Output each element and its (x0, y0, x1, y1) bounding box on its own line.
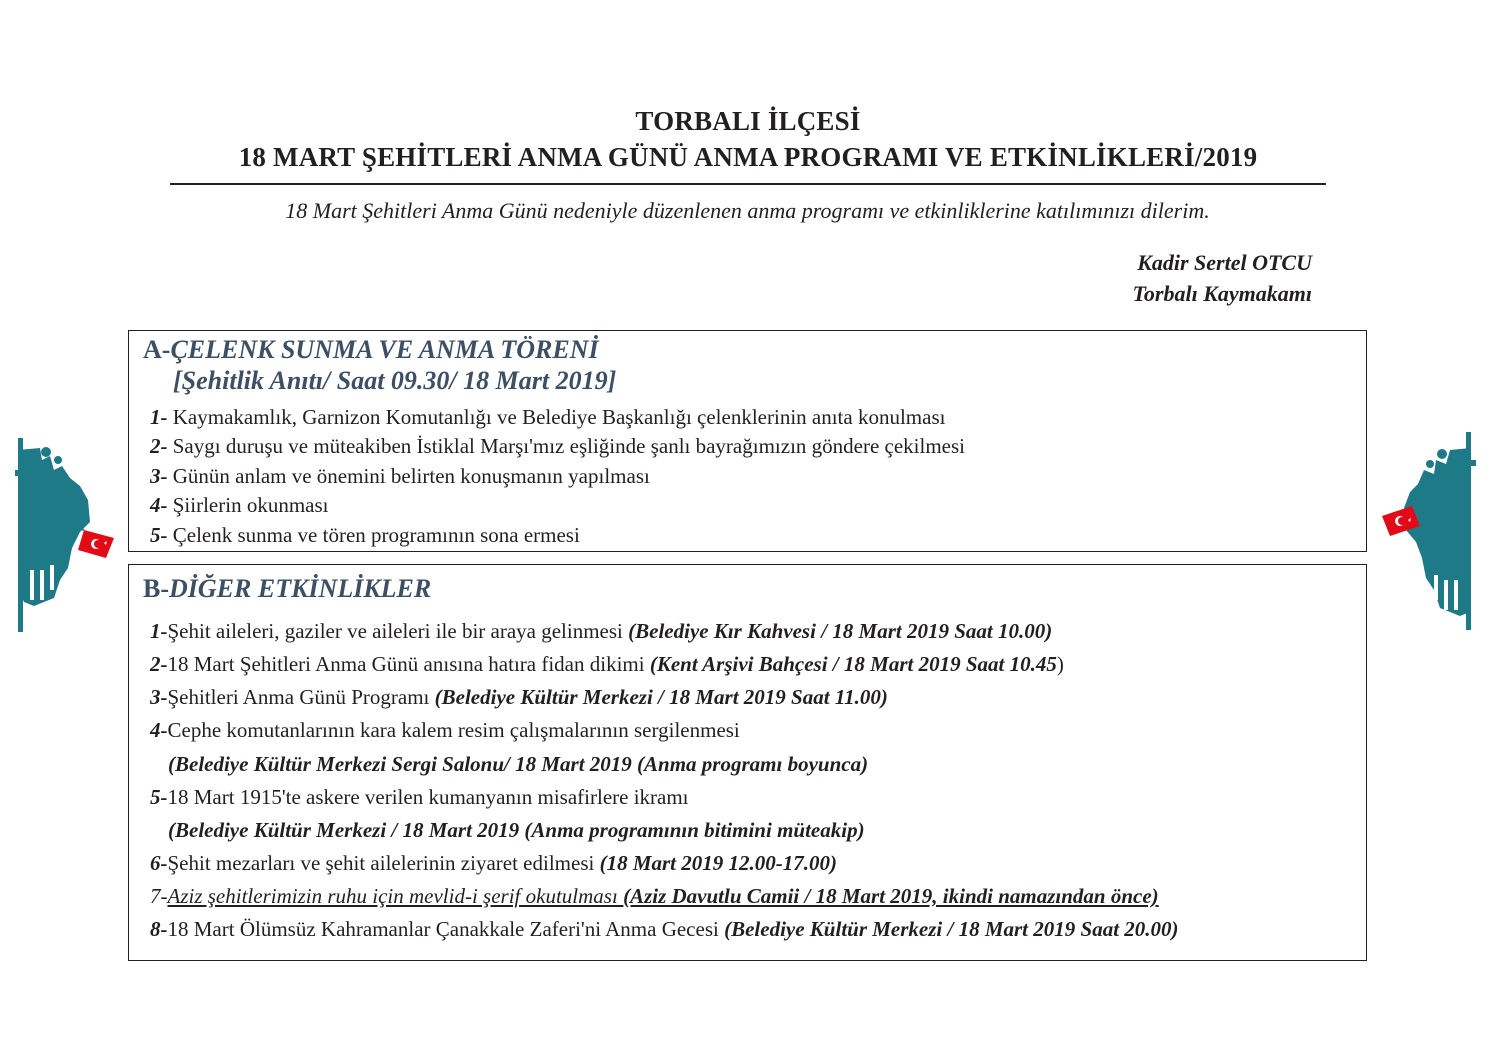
list-item (150, 851, 837, 876)
item-location-continuation: (Belediye Kültür Merkezi / 18 Mart 2019 (Anma programının bitimini müteakip) (168, 818, 865, 842)
item-number: 4- (150, 718, 168, 742)
item-text: 18 Mart Ölümsüz Kahramanlar Çanakkale Zaferi'ni Anma Gecesi (167, 917, 725, 941)
item-location: (Kent Arşivi Bahçesi / 18 Mart 2019 Saat 10.45 (649, 652, 1057, 676)
item-text: Cephe komutanlarının kara kalem resim çalışmalarının sergilenmesi (167, 718, 740, 742)
section-a-letter: A- (143, 335, 171, 364)
item-location: (18 Mart 2019 12.00-17.00) (599, 851, 838, 875)
item-number: 5- (150, 785, 168, 809)
memorial-ornament-left-icon (10, 430, 120, 632)
item-number: 2- (150, 652, 168, 676)
section-a-heading (143, 335, 599, 365)
section-b-letter: B- (143, 574, 169, 603)
invitation-text: 18 Mart Şehitleri Anma Günü nedeniyle düzenlenen anma programı ve etkinliklerine katılımınızı dilerim. (285, 198, 1210, 223)
item-text: Şehitleri Anma Günü Programı (167, 685, 435, 709)
item-number: 7- (150, 884, 168, 908)
section-a-title: ÇELENK SUNMA VE ANMA TÖRENİ (170, 335, 599, 364)
item-text: Çelenk sunma ve tören programının sona ermesi (167, 523, 580, 547)
list-item (150, 464, 650, 489)
signature-title: Torbalı Kaymakamı (1132, 281, 1312, 306)
item-text: Aziz şehitlerimizin ruhu için mevlid-i şerif okutulması (167, 884, 624, 908)
item-text: Kaymakamlık, Garnizon Komutanlığı ve Belediye Başkanlığı çelenklerinin anıta konulması (167, 405, 946, 429)
list-item (150, 785, 689, 810)
list-item (150, 718, 740, 743)
item-text: Şehit aileleri, gaziler ve aileleri ile bir araya gelinmesi (167, 619, 629, 643)
list-item (150, 652, 1064, 677)
title-divider (170, 183, 1326, 185)
item-location: (Belediye Kültür Merkezi / 18 Mart 2019 Saat 11.00) (434, 685, 888, 709)
list-item (150, 884, 1159, 909)
item-text: 18 Mart Şehitleri Anma Günü anısına hatıra fidan dikimi (167, 652, 650, 676)
item-number: 1- (150, 405, 168, 429)
section-a-subtitle: [Şehitlik Anıtı/ Saat 09.30/ 18 Mart 2019] (173, 366, 617, 395)
section-wreath-ceremony (128, 330, 1367, 552)
item-number: 6- (150, 851, 168, 875)
item-text: Saygı duruşu ve müteakiben İstiklal Marşı'mız eşliğinde şanlı bayrağımızın göndere çekilmesi (167, 434, 966, 458)
item-number: 3- (150, 685, 168, 709)
list-item (150, 405, 945, 430)
list-item (150, 917, 1179, 942)
item-tail: ) (1056, 652, 1064, 676)
item-location-continuation: (Belediye Kültür Merkezi Sergi Salonu/ 18 Mart 2019 (Anma programı boyunca) (168, 752, 869, 776)
title-line-1: TORBALI İLÇESİ (635, 106, 861, 136)
item-number: 4- (150, 493, 168, 517)
list-item (150, 434, 965, 459)
section-b-heading (143, 574, 431, 604)
item-text: Şehit mezarları ve şehit ailelerinin ziyaret edilmesi (167, 851, 600, 875)
item-number: 5- (150, 523, 168, 547)
section-other-events (128, 564, 1367, 961)
memorial-ornament-right-icon (1378, 430, 1488, 632)
item-location: (Aziz Davutlu Camii / 18 Mart 2019, ikindi namazından önce) (623, 884, 1159, 908)
signature-block (1000, 247, 1312, 309)
list-item (150, 619, 1052, 644)
item-number: 2- (150, 434, 168, 458)
document-title (170, 103, 1326, 175)
item-text: 18 Mart 1915'te askere verilen kumanyanın misafirlere ikramı (167, 785, 689, 809)
signature-name: Kadir Sertel OTCU (1137, 250, 1312, 275)
item-number: 8- (150, 917, 168, 941)
item-number: 1- (150, 619, 168, 643)
list-item (150, 523, 580, 548)
item-location: (Belediye Kültür Merkezi / 18 Mart 2019 Saat 20.00) (724, 917, 1179, 941)
section-b-title: DİĞER ETKİNLİKLER (169, 574, 432, 603)
list-item (150, 685, 888, 710)
title-line-2: 18 MART ŞEHİTLERİ ANMA GÜNÜ ANMA PROGRAMI VE ETKİNLİKLERİ/2019 (238, 142, 1258, 172)
item-number: 3- (150, 464, 168, 488)
item-location: (Belediye Kır Kahvesi / 18 Mart 2019 Saat 10.00) (628, 619, 1053, 643)
item-text: Şiirlerin okunması (167, 493, 329, 517)
item-text: Günün anlam ve önemini belirten konuşmanın yapılması (167, 464, 650, 488)
list-item (150, 493, 329, 518)
